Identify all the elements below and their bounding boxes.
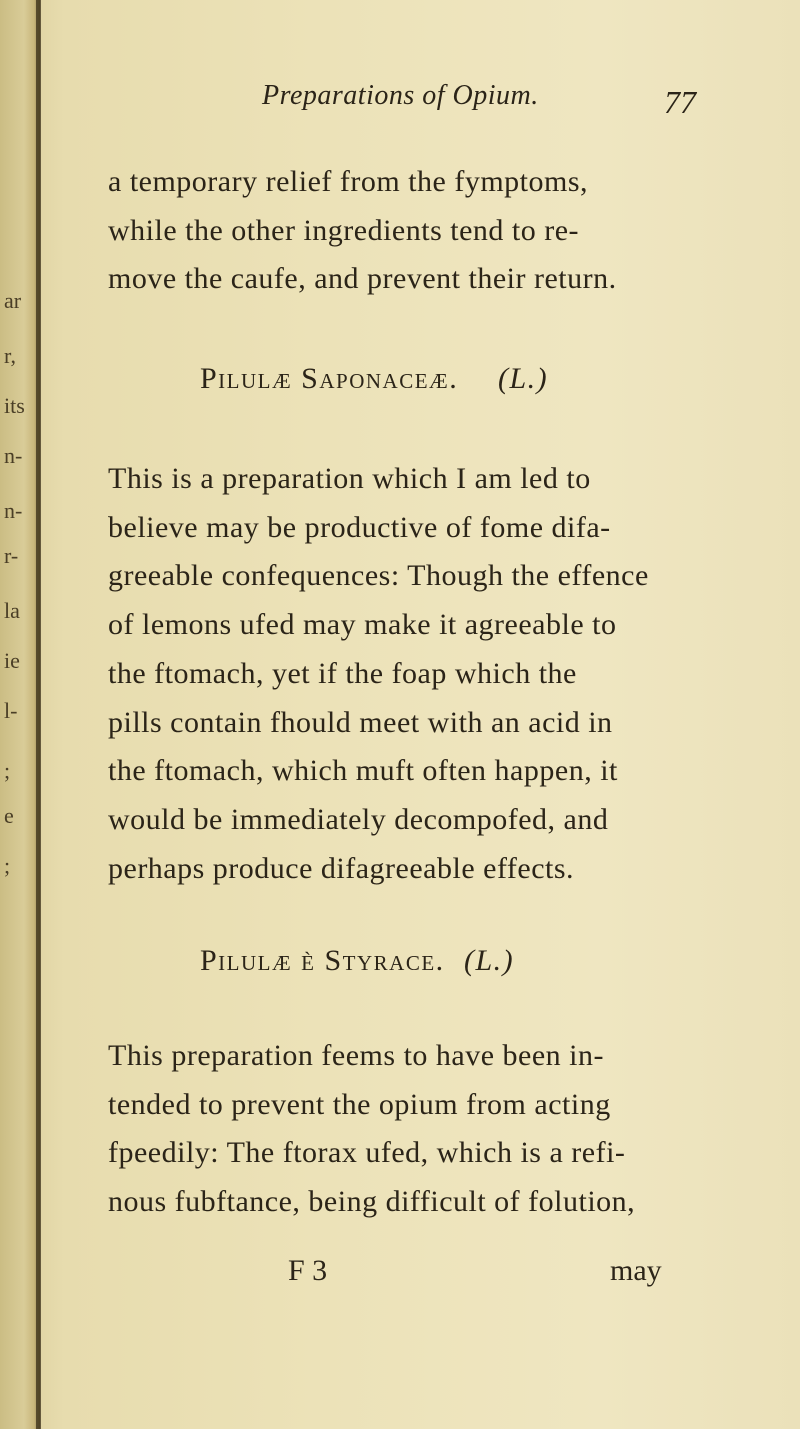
adjacent-page-gutter bbox=[0, 0, 40, 1429]
page-header bbox=[0, 80, 800, 124]
section-paragraph bbox=[108, 455, 708, 893]
gutter-fragment: e bbox=[4, 805, 14, 827]
signature-mark: F 3 bbox=[288, 1254, 328, 1287]
text-line: This preparation feems to have been in- bbox=[108, 1039, 604, 1072]
running-head: Preparations of Opium. bbox=[262, 80, 539, 111]
heading-title: Pilulæ Saponaceæ. bbox=[200, 362, 459, 395]
heading-title: Pilulæ è Styrace. bbox=[200, 944, 445, 977]
gutter-fragment: n- bbox=[4, 445, 23, 467]
gutter-fragment: ; bbox=[4, 760, 11, 782]
page-number: 77 bbox=[664, 84, 696, 120]
text-line: pills contain fhould meet with an acid in bbox=[108, 705, 613, 739]
text-line: This is a preparation which I am led to bbox=[108, 462, 591, 495]
gutter-fragment: la bbox=[4, 600, 20, 622]
intro-paragraph bbox=[108, 158, 708, 304]
gutter-fragment: n- bbox=[4, 500, 23, 522]
text-line: the ftomach, which muft often happen, it bbox=[108, 754, 618, 788]
gutter-fragment: r- bbox=[4, 545, 19, 567]
text-line: greeable confequences: Though the effence bbox=[108, 559, 649, 593]
text-line: fpeedily: The ftorax ufed, which is a refi- bbox=[108, 1136, 626, 1170]
gutter-fragment: ; bbox=[4, 855, 11, 877]
heading-source: (L.) bbox=[498, 362, 549, 395]
page-fold-shadow bbox=[36, 0, 41, 1429]
gutter-fragment: ie bbox=[4, 650, 20, 672]
text-line: move the caufe, and prevent their return. bbox=[108, 262, 617, 296]
heading-source: (L.) bbox=[464, 944, 515, 977]
text-line: a temporary relief from the fymptoms, bbox=[108, 165, 589, 198]
gutter-fragment: ar bbox=[4, 290, 22, 312]
section-paragraph bbox=[108, 1032, 708, 1227]
text-line: nous fubftance, being difficult of folution, bbox=[108, 1185, 636, 1219]
gutter-fragment: l- bbox=[4, 700, 18, 722]
text-line: would be immediately decompofed, and bbox=[108, 802, 609, 836]
gutter-fragment: r, bbox=[4, 345, 16, 367]
text-line: the ftomach, yet if the foap which the bbox=[108, 656, 577, 690]
text-line: perhaps produce difagreeable effects. bbox=[108, 851, 575, 885]
text-line: while the other ingredients tend to re- bbox=[108, 213, 580, 247]
text-line: of lemons ufed may make it agreeable to bbox=[108, 608, 617, 642]
gutter-fragment: its bbox=[4, 395, 25, 417]
text-line: believe may be productive of fome difa- bbox=[108, 510, 611, 544]
catchword: may bbox=[610, 1254, 662, 1287]
text-line: tended to prevent the opium from acting bbox=[108, 1087, 611, 1121]
